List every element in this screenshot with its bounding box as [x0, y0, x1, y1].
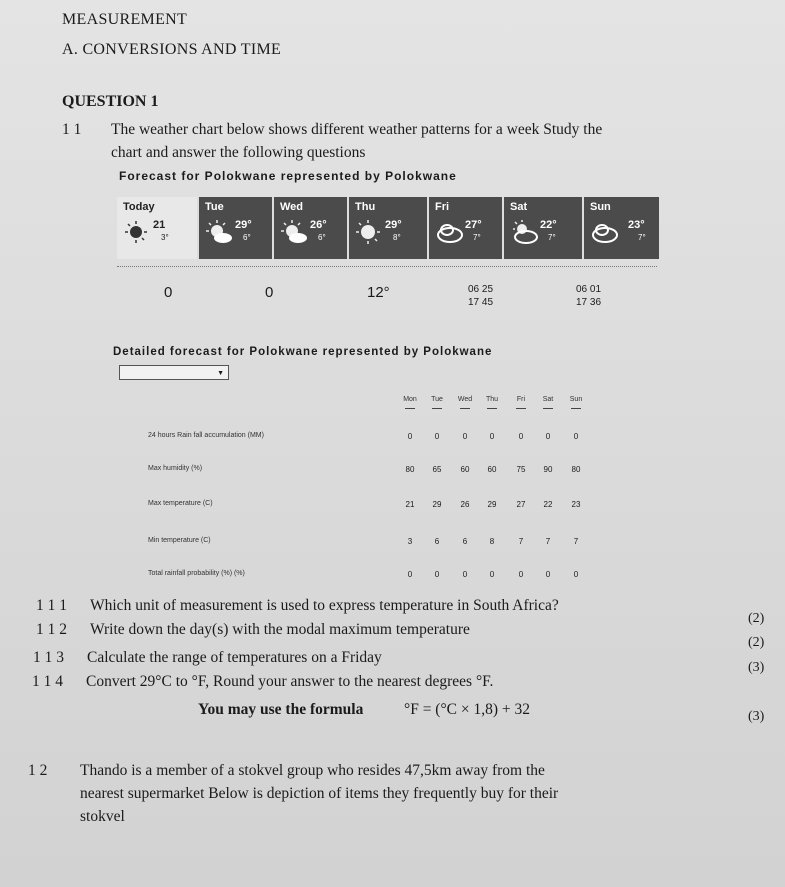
day-low: 6° [243, 233, 251, 242]
table-cell: 90 [543, 465, 553, 474]
day-low: 7° [638, 233, 646, 242]
table-cell: 0 [407, 570, 413, 579]
day-low: 8° [393, 233, 401, 242]
sun-cloud-icon [280, 219, 310, 245]
subq-113-number: 1 1 3 [33, 649, 64, 666]
header-underline [405, 408, 415, 409]
strip-value-3: 12° [367, 284, 390, 301]
table-row-label: Max humidity (%) [148, 465, 203, 472]
subq-114-text: Convert 29°C to °F, Round your answer to the nearest degrees °F. [86, 673, 494, 690]
header-underline [487, 408, 497, 409]
sun-cloud-icon [355, 219, 385, 245]
weather-strip [117, 197, 657, 259]
subq-113-text: Calculate the range of temperatures on a Friday [87, 649, 382, 666]
forecast-dropdown[interactable] [119, 365, 229, 380]
day-high: 27° [465, 219, 482, 231]
q12-line1: Thando is a member of a stokvel group who resides 47,5km away from the [80, 762, 545, 779]
day-card-sat [502, 197, 584, 259]
header-underline [516, 408, 526, 409]
chevron-down-icon: ▼ [217, 369, 224, 377]
table-cell: 22 [543, 500, 553, 509]
day-low: 7° [473, 233, 481, 242]
day-low: 3° [161, 233, 169, 242]
day-card-sun [582, 197, 659, 259]
section-title: A. CONVERSIONS AND TIME [62, 41, 282, 58]
day-name: Sun [590, 201, 611, 213]
table-cell: 8 [489, 537, 495, 546]
sunrise-sunset-1 [468, 283, 493, 309]
strip-value-2: 0 [265, 284, 274, 301]
table-cell: 3 [407, 537, 413, 546]
table-cell: 0 [573, 570, 579, 579]
subq-111-number: 1 1 1 [36, 597, 67, 614]
table-cell: 6 [434, 537, 440, 546]
table-cell: 21 [405, 500, 415, 509]
strip-value-1: 0 [164, 284, 173, 301]
table-cell: 0 [573, 432, 579, 441]
day-card-thu [347, 197, 429, 259]
header-underline [543, 408, 553, 409]
page-heading: MEASUREMENT [62, 11, 188, 28]
q11-line2: chart and answer the following questions [111, 144, 366, 161]
table-row-label: Min temperature (C) [148, 537, 211, 544]
table-cell: 0 [518, 570, 524, 579]
forecast-caption: Forecast for Polokwane represented by Polokwane [119, 169, 457, 183]
q12-line3: stokvel [80, 808, 125, 825]
day-name: Wed [280, 201, 304, 213]
table-cell: 60 [460, 465, 470, 474]
table-cell: 0 [407, 432, 413, 441]
table-cell: 26 [460, 500, 470, 509]
table-column-header: Wed [457, 396, 473, 403]
table-cell: 7 [573, 537, 579, 546]
day-name: Tue [205, 201, 224, 213]
question-title: QUESTION 1 [62, 93, 159, 110]
sunset-time: 17 45 [468, 297, 494, 308]
day-high: 29° [235, 219, 252, 231]
day-low: 7° [548, 233, 556, 242]
day-name: Thu [355, 201, 376, 213]
table-row-label: 24 hours Rain fall accumulation (MM) [148, 432, 264, 439]
table-cell: 65 [432, 465, 442, 474]
sun-cloud-icon [123, 219, 153, 245]
cloud-icon [435, 219, 465, 245]
table-row-label: Total rainfall probability (%) (%) [148, 570, 245, 577]
table-cell: 80 [571, 465, 581, 474]
subq-113-marks: (3) [748, 660, 765, 675]
table-column-header: Tue [431, 396, 443, 403]
table-cell: 29 [432, 500, 442, 509]
day-low: 6° [318, 233, 326, 242]
table-cell: 0 [489, 570, 495, 579]
day-card-today [117, 197, 197, 259]
q11-line1: The weather chart below shows different weather patterns for a week Study the [111, 121, 603, 138]
table-cell: 75 [516, 465, 526, 474]
sunrise-time: 06 01 [576, 284, 602, 295]
table-column-header: Mon [403, 396, 417, 403]
q12-number: 1 2 [28, 762, 48, 779]
table-cell: 0 [518, 432, 524, 441]
subq-114-number: 1 1 4 [32, 673, 63, 690]
subq-112-marks: (2) [748, 635, 765, 650]
header-underline [571, 408, 581, 409]
table-cell: 0 [434, 570, 440, 579]
day-name: Fri [435, 201, 450, 213]
table-column-header: Thu [485, 396, 499, 403]
q11-number: 1 1 [62, 121, 82, 138]
table-cell: 7 [545, 537, 551, 546]
table-cell: 60 [487, 465, 497, 474]
day-high: 29° [385, 219, 402, 231]
table-column-header: Fri [516, 396, 526, 403]
sunrise-sunset-2 [576, 283, 601, 309]
table-cell: 0 [434, 432, 440, 441]
sun-cloud-icon [205, 219, 235, 245]
table-cell: 80 [405, 465, 415, 474]
table-cell: 6 [462, 537, 468, 546]
table-cell: 7 [518, 537, 524, 546]
table-column-header: Sun [569, 396, 583, 403]
table-cell: 23 [571, 500, 581, 509]
table-row-label: Max temperature (C) [148, 500, 213, 507]
table-cell: 0 [545, 432, 551, 441]
strip-legend-row [117, 262, 657, 272]
subq-111-text: Which unit of measurement is used to express temperature in South Africa? [90, 597, 559, 614]
day-card-wed [272, 197, 349, 259]
formula-marks: (3) [748, 709, 765, 724]
sun-cloud-icon [510, 219, 540, 245]
table-cell: 0 [462, 570, 468, 579]
day-card-fri [427, 197, 504, 259]
day-card-tue [197, 197, 274, 259]
table-cell: 0 [462, 432, 468, 441]
table-cell: 29 [487, 500, 497, 509]
subq-111-marks: (2) [748, 611, 765, 626]
subq-112-number: 1 1 2 [36, 621, 67, 638]
day-high: 23° [628, 219, 645, 231]
header-underline [432, 408, 442, 409]
day-name: Sat [510, 201, 528, 213]
formula-expression: °F = (°C × 1,8) + 32 [404, 701, 531, 718]
day-high: 21 [153, 219, 166, 231]
subq-112-text: Write down the day(s) with the modal maximum temperature [90, 621, 470, 638]
q12-line2: nearest supermarket Below is depiction of items they frequently buy for their [80, 785, 559, 802]
sunset-time: 17 36 [576, 297, 602, 308]
table-cell: 27 [516, 500, 526, 509]
day-high: 26° [310, 219, 327, 231]
day-high: 22° [540, 219, 557, 231]
day-name: Today [123, 201, 155, 213]
cloud-icon [590, 219, 620, 245]
header-underline [460, 408, 470, 409]
formula-prefix: You may use the formula [198, 701, 364, 718]
table-cell: 0 [489, 432, 495, 441]
table-cell: 0 [545, 570, 551, 579]
detailed-caption: Detailed forecast for Polokwane represented by Polokwane [113, 346, 493, 358]
table-column-header: Sat [542, 396, 554, 403]
sunrise-time: 06 25 [468, 284, 494, 295]
